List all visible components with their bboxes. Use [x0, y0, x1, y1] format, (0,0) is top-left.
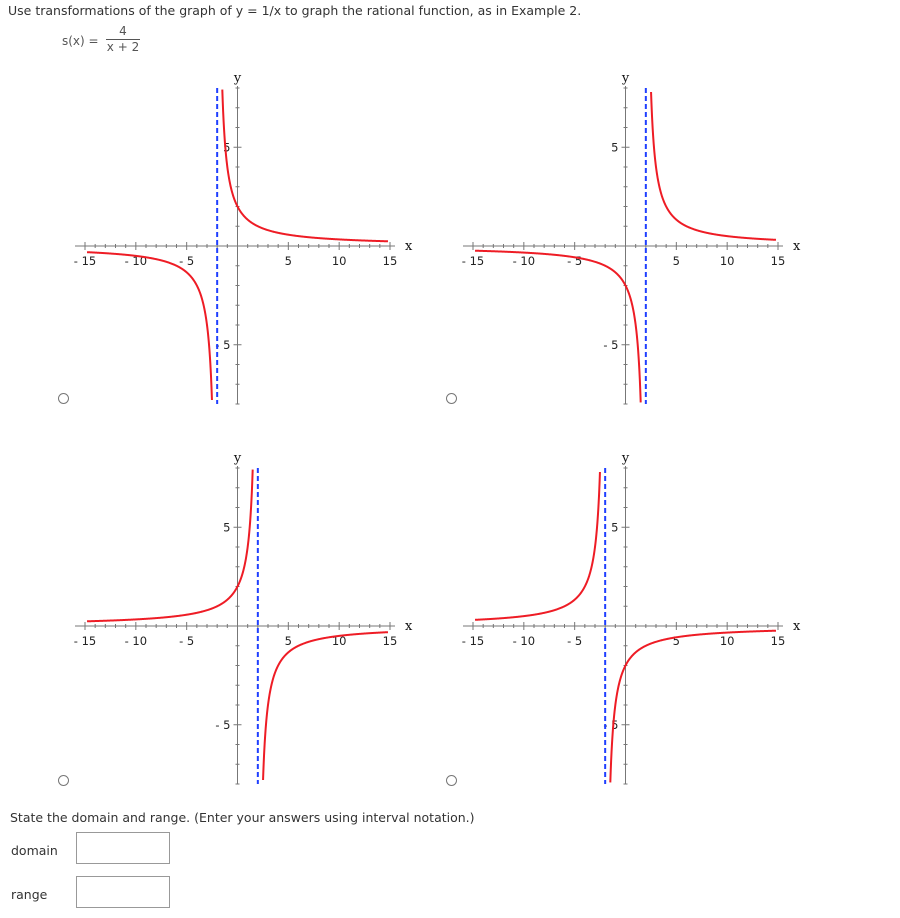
- curve-right-branch: [222, 90, 388, 242]
- domain-input[interactable]: [76, 832, 170, 864]
- x-tick-label: - 15: [461, 254, 485, 268]
- y-tick-label: - 5: [215, 717, 231, 732]
- curve-left-branch: [87, 252, 212, 400]
- x-tick-label: 15: [382, 634, 398, 648]
- x-tick-label: - 15: [461, 634, 485, 648]
- y-tick-label: 5: [223, 520, 231, 535]
- x-tick-label: 5: [284, 634, 292, 648]
- function-denominator: x + 2: [106, 40, 140, 54]
- y-axis-label: y: [233, 451, 242, 466]
- x-tick-label: - 5: [567, 634, 583, 648]
- graph-option-b: [448, 70, 801, 410]
- x-axis-label: x: [405, 619, 413, 634]
- y-axis-label: y: [621, 71, 630, 86]
- function-lhs: s(x) =: [62, 34, 99, 48]
- range-input[interactable]: [76, 876, 170, 908]
- y-tick-label: - 5: [215, 337, 231, 352]
- x-axis-label: x: [405, 239, 413, 254]
- y-axis-label: y: [621, 451, 630, 466]
- x-tick-label: - 5: [567, 254, 583, 268]
- x-tick-label: - 5: [179, 634, 195, 648]
- x-axis-label: x: [793, 239, 801, 254]
- x-tick-label: 10: [331, 634, 347, 648]
- x-tick-label: 10: [719, 254, 735, 268]
- instruction-text: Use transformations of the graph of y = 1/x to graph the rational function, as in Example 2.: [8, 3, 582, 18]
- domain-label: domain: [11, 843, 58, 858]
- radio-option-a[interactable]: [58, 393, 69, 404]
- x-tick-label: 5: [672, 254, 680, 268]
- x-tick-label: 5: [672, 634, 680, 648]
- x-tick-label: - 15: [73, 634, 97, 648]
- radio-option-b[interactable]: [446, 393, 457, 404]
- x-tick-label: 15: [382, 254, 398, 268]
- x-tick-label: 10: [719, 634, 735, 648]
- graph-option-c: [60, 450, 413, 790]
- curve-left-branch: [87, 470, 253, 622]
- function-fraction: [106, 25, 140, 54]
- curve-right-branch: [610, 631, 776, 783]
- domain-range-prompt: State the domain and range. (Enter your answers using interval notation.): [10, 810, 475, 825]
- curve-right-branch: [263, 632, 388, 780]
- x-tick-label: 15: [770, 634, 786, 648]
- radio-option-d[interactable]: [446, 775, 457, 786]
- x-tick-label: 10: [331, 254, 347, 268]
- curve-left-branch: [475, 472, 600, 620]
- y-tick-label: 5: [223, 140, 231, 155]
- graph-option-d: [448, 450, 801, 790]
- x-axis-label: x: [793, 619, 801, 634]
- y-tick-label: 5: [611, 520, 619, 535]
- x-tick-label: - 10: [512, 254, 536, 268]
- x-tick-label: - 5: [179, 254, 195, 268]
- x-tick-label: 5: [284, 254, 292, 268]
- function-numerator: 4: [119, 24, 127, 38]
- x-tick-label: - 15: [73, 254, 97, 268]
- range-label: range: [11, 887, 48, 902]
- x-tick-label: 15: [770, 254, 786, 268]
- x-tick-label: - 10: [512, 634, 536, 648]
- radio-option-c[interactable]: [58, 775, 69, 786]
- x-tick-label: - 10: [124, 634, 148, 648]
- y-tick-label: - 5: [603, 717, 619, 732]
- graph-option-a: [60, 70, 413, 410]
- curve-left-branch: [475, 251, 641, 403]
- y-tick-label: 5: [611, 140, 619, 155]
- y-tick-label: - 5: [603, 337, 619, 352]
- x-tick-label: - 10: [124, 254, 148, 268]
- y-axis-label: y: [233, 71, 242, 86]
- curve-right-branch: [651, 92, 776, 240]
